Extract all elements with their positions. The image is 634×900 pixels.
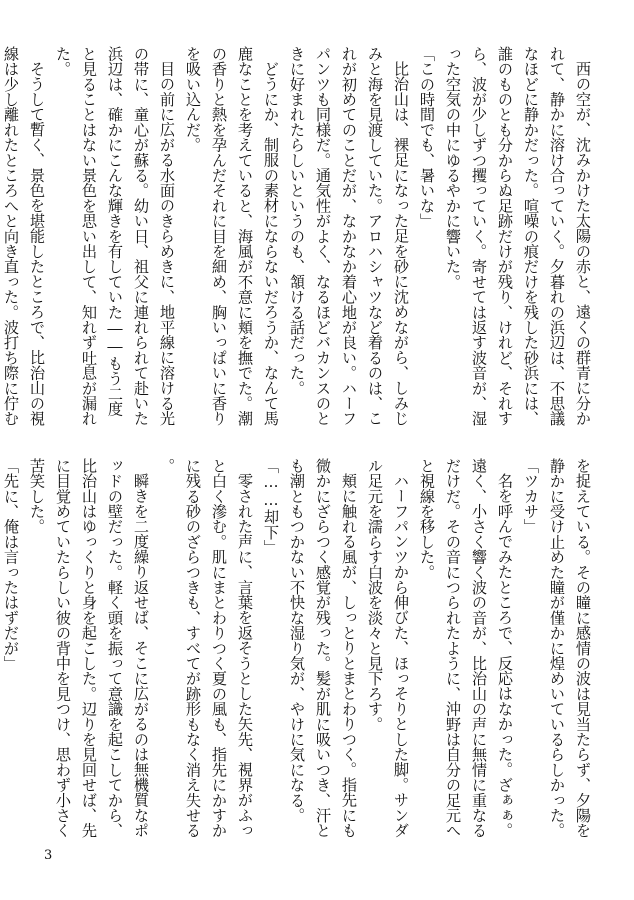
dialogue-line: 「先に、俺は言ったはずだが」	[2, 458, 20, 671]
paragraph: 名を呼んでみたところで、反応はなかった。ざぁぁ。遠く、小さく響く波の音が、比治山の声に無情に重なるだけだ。その音につられたように、沖野は自分の足元へと視線を移した。	[418, 458, 514, 838]
paragraph: 零された声に、言葉を返そうとした矢先、視界がふっと白く滲む。肌にまとわりつく夏の風も、指先にかすかに残る砂のざらつきも、すべてが跡形もなく消え失せる。	[158, 458, 254, 838]
dialogue-line: 「ツカサ」	[522, 458, 540, 534]
paragraph: そうして暫く、景色を堪能したところで、比治山の視線は少し離れたところへと向き直った。波打ち際に佇む	[2, 46, 46, 426]
text-block-bottom	[2, 458, 596, 839]
dialogue-line: 「この時間でも、暑いな」	[418, 46, 436, 229]
paragraph: 比治山は、裸足になった足を砂に沈めながら、しみじみと海を見渡していた。アロハシャツなど着るのは、これが初めてのことだが、なかなか着心地が良い。ハーフパンツも同様だ。通気性がよく、なるほどバカンスのときに好まれたらしいというのも、頷ける話だった。	[288, 46, 410, 426]
page-number: 3	[44, 848, 53, 863]
paragraph: 西の空が、沈みかけた太陽の赤と、遠くの群青に分かれて、静かに溶け合っていく。夕暮れの浜辺は、不思議なほどに静かだった。喧噪の痕だけを残した砂浜には、誰のものとも分からぬ足跡だけが残り、けれど、それすら、波が少しずつ攫っていく。寄せては返す波音が、湿った空気の中にゆるやかに響いた。	[444, 46, 592, 426]
text-block-top	[2, 46, 596, 427]
paragraph: 目の前に広がる水面のきらめきに、地平線に溶ける光の帯に、童心が蘇る。幼い日、祖父に連れられて赴いた浜辺は、確かにこんな輝きを有していた――もう二度と見ることはない景色を思い出して、知れず吐息が漏れた。	[54, 46, 176, 426]
paragraph: どうにか、制服の素材にならないだろうか、なんて馬鹿なことを考えていると、海風が不意に頬を撫でた。潮の香りと熱を孕んだそれに目を細め、胸いっぱいに香りを吸い込んだ。	[184, 46, 280, 426]
paragraph: 瞬きを二度繰り返せば、そこに広がるのは無機質なポッドの壁だった。軽く頭を振って意識を起こしてから、比治山はゆっくりと身を起こした。辺りを見回せば、先に目覚めていたらしい彼の背中を見つけ、思わず小さく苦笑した。	[28, 458, 150, 838]
paragraph: 頬に触れる風が、しっとりとまとわりつく。指先にも微かにざらつく感覚が残った。髪が肌に吸いつき、汗とも潮ともつかない不快な湿り気が、やけに気になる。	[288, 458, 358, 838]
dialogue-line: 「……却下」	[262, 458, 280, 555]
paragraph: を捉えている。その瞳に感情の波は見当たらず、夕陽を静かに受け止めた瞳が僅かに煌めいているらしかった。	[548, 458, 592, 838]
paragraph: ハーフパンツから伸びた、ほっそりとした脚。サンダル足元を濡らす白波を淡々と見下ろす。	[366, 458, 410, 838]
